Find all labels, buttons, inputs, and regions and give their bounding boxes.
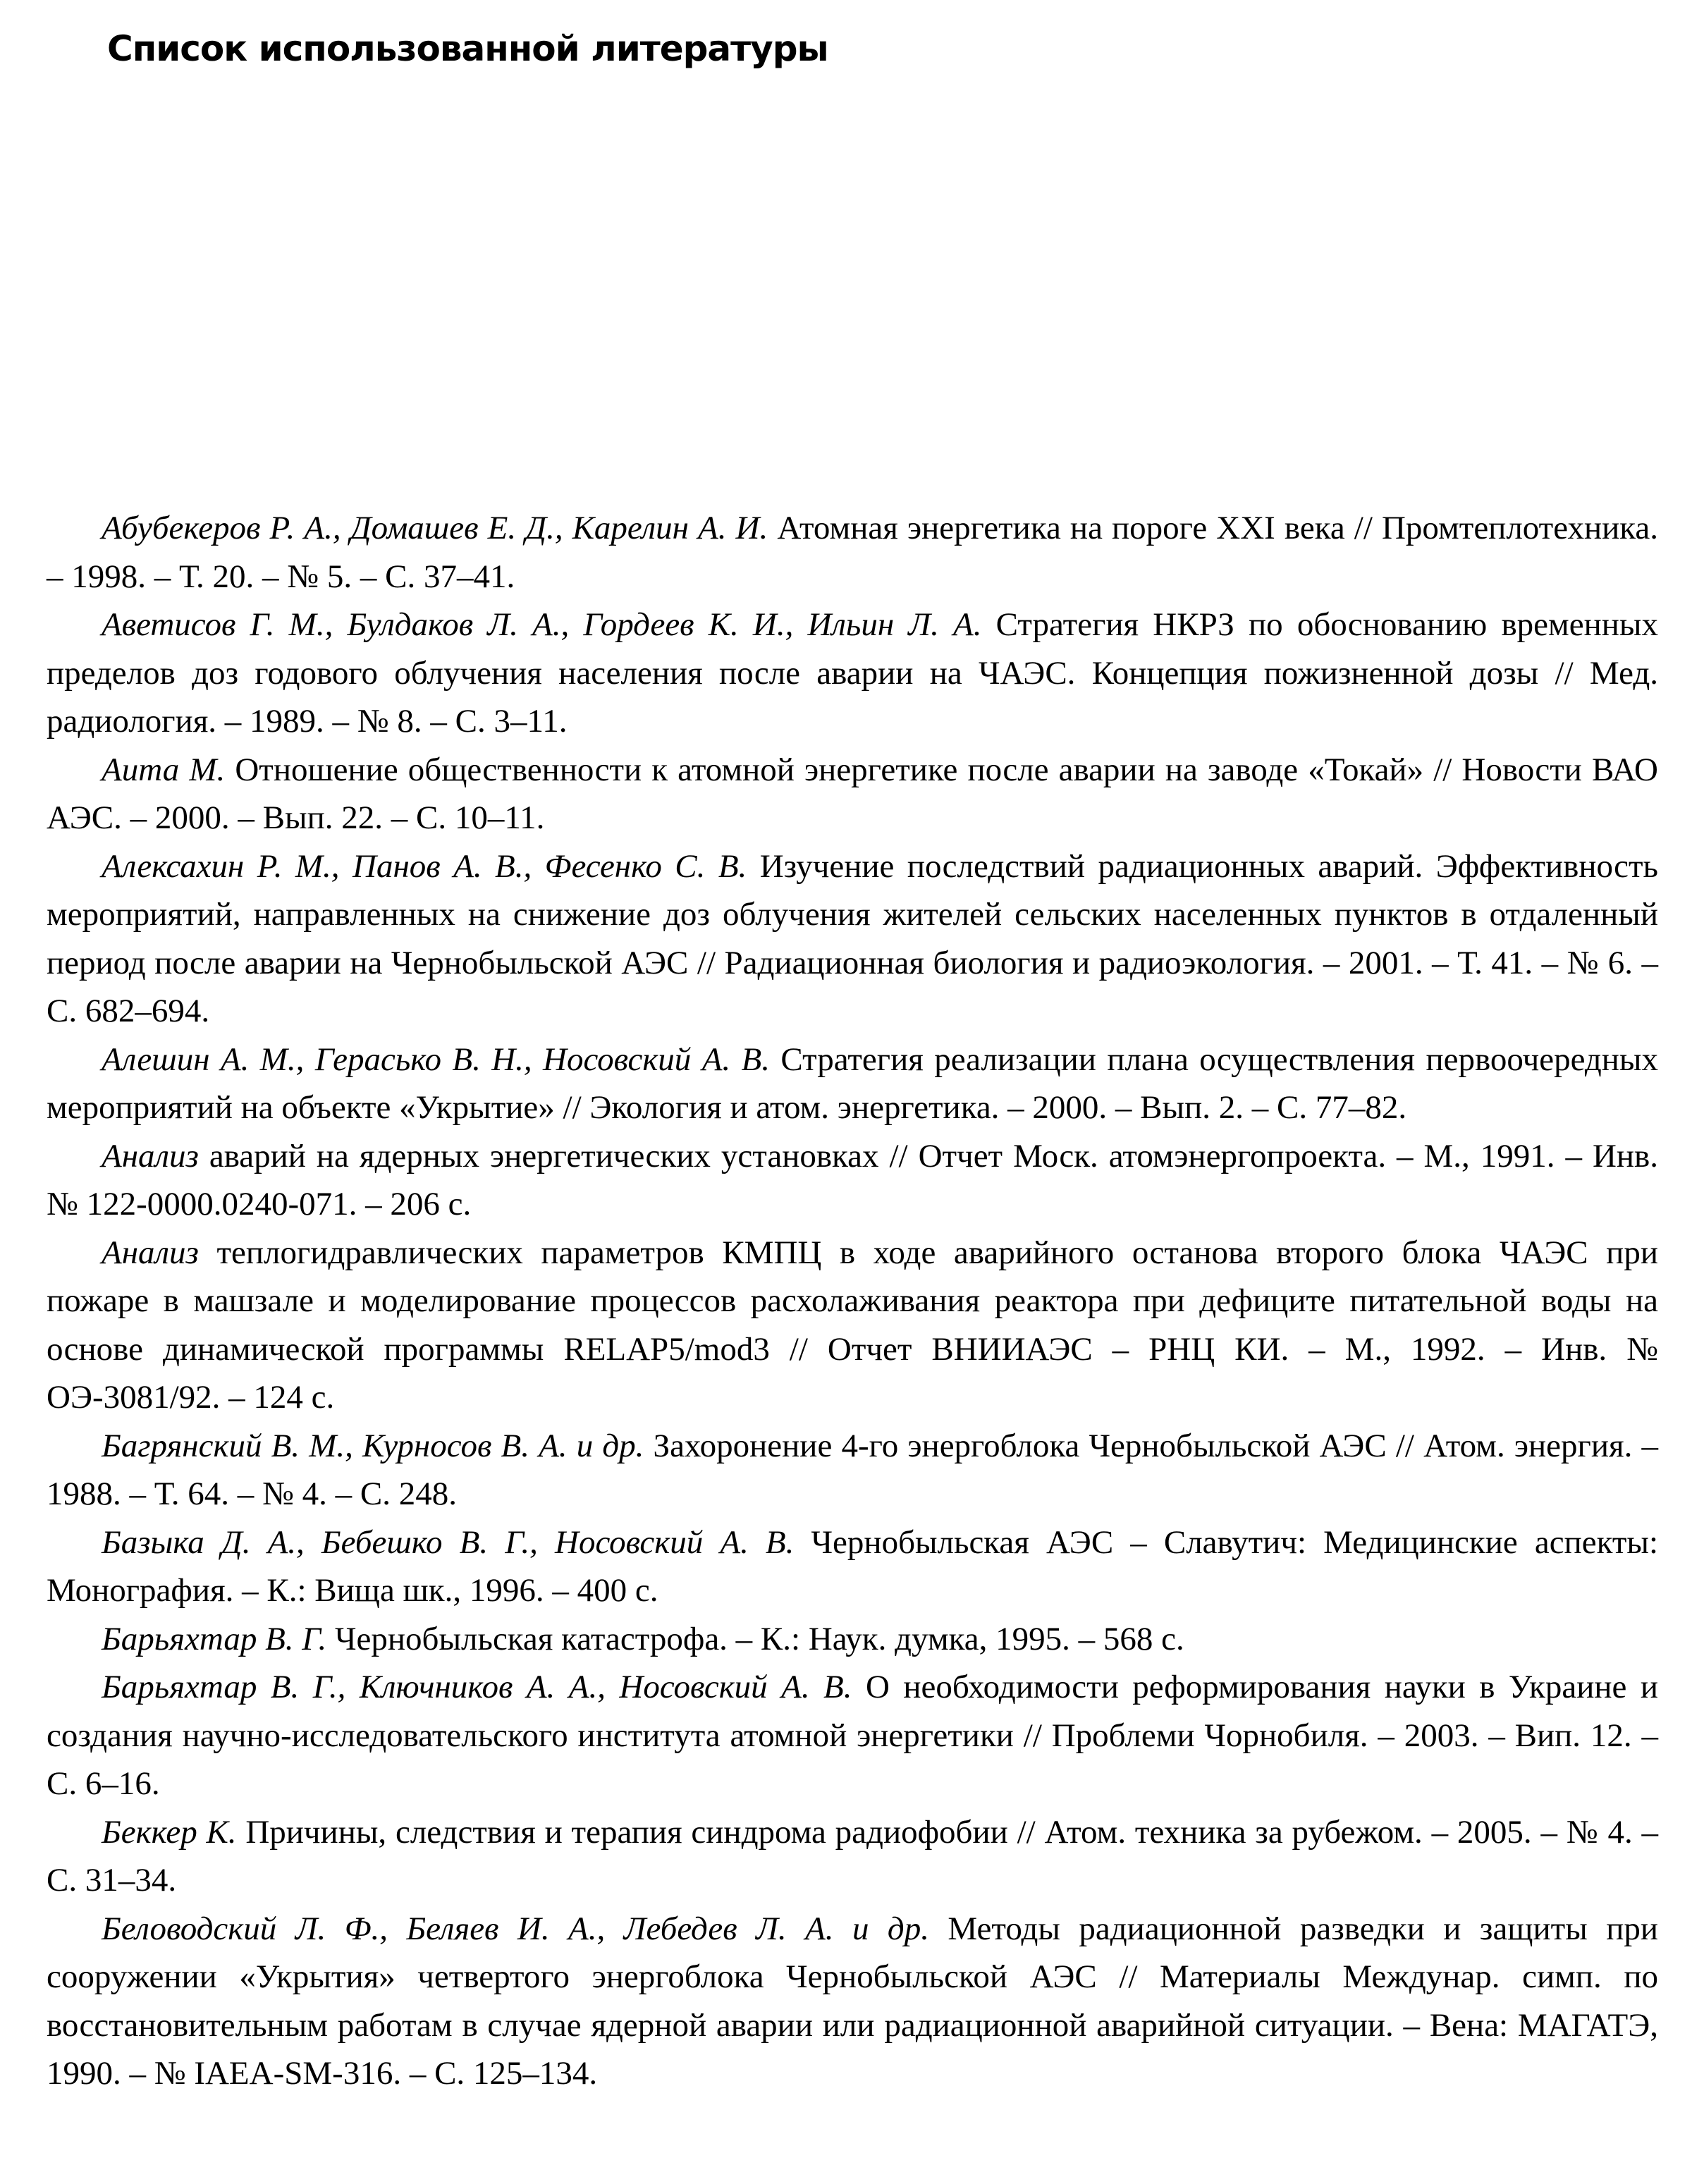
- entry-text: Захоронение 4-го энергоблока Чернобыльской АЭС // Атом. энергия. – 1988. – Т. 64. – № 4. – С. 248.: [47, 1427, 1658, 1512]
- entry-authors: Барьяхтар В. Г.: [102, 1620, 327, 1657]
- entry-text: Стратегия НКРЗ по обоснованию временных пределов доз годового облучения населения после аварии на ЧАЭС. Концепция пожизненной дозы // Мед. радиология. – 1989. – № 8. – С. 3–11.: [47, 606, 1658, 740]
- entry-authors: Алексахин Р. М., Панов А. В., Фесенко С. В.: [102, 847, 747, 885]
- entry-text: Стратегия реализации плана осуществления первоочередных мероприятий на объекте «Укрытие» // Экология и атом. энергетика. – 2000. – Вып. 2. – С. 77–82.: [47, 1041, 1658, 1126]
- bibliography-entry: [47, 1229, 1658, 1422]
- entry-text: Атомная энергетика на пороге XXI века // Промтеплотехника. – 1998. – Т. 20. – № 5. – С. 37–41.: [47, 510, 1658, 595]
- entry-text: О необходимости реформирования науки в Украине и создания научно-исследовательского института атомной энергетики // Проблеми Чорнобиля. – 2003. – Вип. 12. – С. 6–16.: [47, 1669, 1658, 1802]
- entry-text: аварий на ядерных энергетических установках // Отчет Моск. атомэнергопроекта. – М., 1991. – Инв. № 122-0000.0240-071. – 206 с.: [47, 1137, 1658, 1222]
- bibliography-entry: [47, 601, 1658, 746]
- bibliography-entry: [47, 1519, 1658, 1615]
- bibliography-entry: [47, 1422, 1658, 1519]
- bibliography-entry: [47, 842, 1658, 1036]
- page-heading: Список использованной литературы: [107, 28, 828, 69]
- entry-authors: Барьяхтар В. Г., Ключников А. А., Носовский А. В.: [102, 1669, 852, 1705]
- bibliography-entry: [47, 1132, 1658, 1229]
- entry-text: Методы радиационной разведки и защиты при сооружении «Укрытия» четвертого энергоблока Чернобыльской АЭС // Материалы Междунар. симп. по восстановительным работам в случае ядерной аварии или радиационной аварийной ситуации. – Вена: МАГАТЭ, 1990. – № IAEA-SM-316. – С. 125–134.: [47, 1910, 1659, 2092]
- bibliography-entry: [47, 1905, 1658, 2098]
- entry-text: теплогидравлических параметров КМПЦ в ходе аварийного останова второго блока ЧАЭС при пожаре в машзале и моделирование процессов расхолаживания реактора при дефиците питательной воды на основе динамической программы RELAP5/mod3 // Отчет ВНИИАЭС – РНЦ КИ. – М., 1992. – Инв. № ОЭ-3081/92. – 124 с.: [47, 1234, 1658, 1416]
- entry-text: Изучение последствий радиационных аварий. Эффективность мероприятий, направленных на снижение доз облучения жителей сельских населенных пунктов в отдаленный период после аварии на Чернобыльской АЭС // Радиационная биология и радиоэкология. – 2001. – Т. 41. – № 6. – С. 682–694.: [47, 847, 1658, 1029]
- entry-authors: Багрянский В. М., Курносов В. А. и др.: [102, 1427, 644, 1464]
- entry-authors: Анализ: [102, 1137, 199, 1174]
- entry-authors: Аветисов Г. М., Булдаков Л. А., Гордеев К. И., Ильин Л. А.: [102, 606, 982, 643]
- entry-authors: Аита М.: [102, 751, 226, 788]
- entry-authors: Базыка Д. А., Бебешко В. Г., Носовский А. В.: [102, 1523, 795, 1561]
- bibliography-list: [47, 504, 1658, 2098]
- bibliography-entry: [47, 1808, 1658, 1905]
- bibliography-entry: [47, 1036, 1658, 1132]
- entry-authors: Алешин А. М., Герасько В. Н., Носовский А. В.: [102, 1041, 771, 1078]
- bibliography-entry: [47, 746, 1658, 842]
- bibliography-entry: [47, 1615, 1658, 1664]
- entry-authors: Абубекеров Р. А., Домашев Е. Д., Карелин А. И.: [102, 510, 768, 546]
- entry-authors: Беккер К.: [102, 1813, 237, 1851]
- entry-text: Чернобыльская катастрофа. – К.: Наук. думка, 1995. – 568 с.: [326, 1620, 1184, 1657]
- entry-authors: Анализ: [102, 1234, 199, 1271]
- bibliography-entry: [47, 1663, 1658, 1808]
- entry-text: Чернобыльская АЭС – Славутич: Медицинские аспекты: Монография. – К.: Вища шк., 1996. – 400 с.: [47, 1523, 1658, 1609]
- entry-text: Отношение общественности к атомной энергетике после аварии на заводе «Токай» // Новости ВАО АЭС. – 2000. – Вып. 22. – С. 10–11.: [47, 751, 1658, 836]
- entry-authors: Беловодский Л. Ф., Беляев И. А., Лебедев Л. А. и др.: [102, 1910, 929, 1947]
- entry-text: Причины, следствия и терапия синдрома радиофобии // Атом. техника за рубежом. – 2005. – № 4. – С. 31–34.: [47, 1813, 1658, 1898]
- bibliography-entry: [47, 504, 1658, 601]
